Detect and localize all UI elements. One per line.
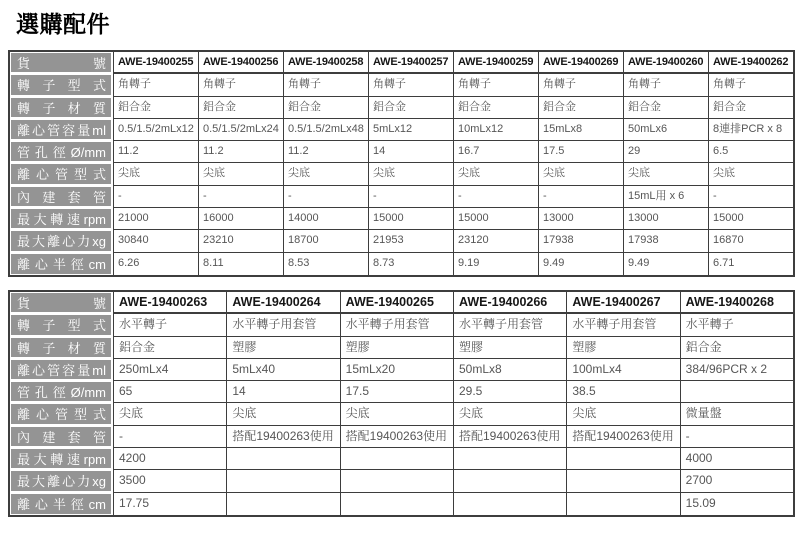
spec-cell: 8連排PCR x 8 xyxy=(708,119,793,141)
spec-cell: 23120 xyxy=(453,230,538,252)
row-label: 轉子型式 xyxy=(10,314,113,336)
spec-cell xyxy=(226,448,339,470)
spec-cell: 16870 xyxy=(708,230,793,252)
spec-cell: 9.19 xyxy=(453,253,538,275)
spec-cell: 鋁合金 xyxy=(538,97,623,119)
spec-cell: 15000 xyxy=(708,208,793,230)
spec-cell: 14000 xyxy=(283,208,368,230)
spec-cell: 29 xyxy=(623,141,708,163)
spec-cell: - xyxy=(680,426,793,448)
spec-cell: 8.11 xyxy=(198,253,283,275)
spec-cell xyxy=(340,470,453,492)
row-label: 離心半徑cm xyxy=(10,493,113,515)
spec-cell: 鋁合金 xyxy=(113,97,198,119)
spec-cell xyxy=(226,470,339,492)
spec-cell: 11.2 xyxy=(283,141,368,163)
row-label: 離心半徑cm xyxy=(10,253,113,275)
spec-cell: 17938 xyxy=(623,230,708,252)
spec-cell: 17.5 xyxy=(340,381,453,403)
row-label: 最大轉速rpm xyxy=(10,208,113,230)
spec-cell: 尖底 xyxy=(283,163,368,185)
spec-cell: 角轉子 xyxy=(368,74,453,96)
spec-cell: - xyxy=(538,186,623,208)
spec-cell: 尖底 xyxy=(113,403,226,425)
spec-cell: 角轉子 xyxy=(198,74,283,96)
spec-cell: 0.5/1.5/2mLx24 xyxy=(198,119,283,141)
spec-cell: 3500 xyxy=(113,470,226,492)
spec-cell xyxy=(566,470,679,492)
product-code: AWE-19400257 xyxy=(368,52,453,74)
row-label: 轉子型式 xyxy=(10,74,113,96)
product-code: AWE-19400255 xyxy=(113,52,198,74)
spec-cell: 17.5 xyxy=(538,141,623,163)
spec-cell: 角轉子 xyxy=(283,74,368,96)
spec-cell: 水平轉子用套管 xyxy=(340,314,453,336)
spec-cell: 50mLx6 xyxy=(623,119,708,141)
spec-cell: 14 xyxy=(368,141,453,163)
spec-cell: 塑膠 xyxy=(453,337,566,359)
spec-cell xyxy=(680,381,793,403)
row-label: 管孔徑Ø/mm xyxy=(10,141,113,163)
spec-cell: 15mLx8 xyxy=(538,119,623,141)
spec-cell: 尖底 xyxy=(113,163,198,185)
spec-cell: 18700 xyxy=(283,230,368,252)
spec-cell: 鋁合金 xyxy=(623,97,708,119)
row-label: 轉子材質 xyxy=(10,97,113,119)
spec-cell: 9.49 xyxy=(623,253,708,275)
spec-cell: - xyxy=(708,186,793,208)
row-label: 離心管型式 xyxy=(10,163,113,185)
spec-cell: 搭配19400263使用 xyxy=(453,426,566,448)
spec-cell: - xyxy=(113,186,198,208)
row-label: 貨號 xyxy=(10,292,113,314)
spec-cell: 尖底 xyxy=(198,163,283,185)
spec-cell: 角轉子 xyxy=(538,74,623,96)
product-code: AWE-19400269 xyxy=(538,52,623,74)
spec-cell: - xyxy=(453,186,538,208)
spec-cell: 23210 xyxy=(198,230,283,252)
spec-cell: 鋁合金 xyxy=(368,97,453,119)
spec-cell: 尖底 xyxy=(538,163,623,185)
page-title: 選購配件 xyxy=(16,11,110,37)
spec-cell: 30840 xyxy=(113,230,198,252)
row-label: 轉子材質 xyxy=(10,337,113,359)
spec-cell: 水平轉子用套管 xyxy=(226,314,339,336)
spec-cell: 11.2 xyxy=(198,141,283,163)
spec-cell xyxy=(566,493,679,515)
spec-cell: 15000 xyxy=(453,208,538,230)
spec-cell: 21953 xyxy=(368,230,453,252)
spec-cell: 搭配19400263使用 xyxy=(566,426,679,448)
row-label: 內建套管 xyxy=(10,186,113,208)
spec-cell: 6.71 xyxy=(708,253,793,275)
product-code: AWE-19400266 xyxy=(453,292,566,314)
spec-cell: 13000 xyxy=(538,208,623,230)
spec-cell: 65 xyxy=(113,381,226,403)
spec-cell: 水平轉子 xyxy=(680,314,793,336)
row-label: 最大離心力xg xyxy=(10,230,113,252)
spec-cell: 16.7 xyxy=(453,141,538,163)
spec-cell: 8.53 xyxy=(283,253,368,275)
product-code: AWE-19400259 xyxy=(453,52,538,74)
row-label: 貨號 xyxy=(10,52,113,74)
spec-cell xyxy=(340,448,453,470)
spec-cell: 塑膠 xyxy=(226,337,339,359)
spec-cell: 15.09 xyxy=(680,493,793,515)
spec-cell: 搭配19400263使用 xyxy=(340,426,453,448)
spec-cell: 100mLx4 xyxy=(566,359,679,381)
spec-cell: 鋁合金 xyxy=(708,97,793,119)
spec-cell: 6.26 xyxy=(113,253,198,275)
spec-cell: 0.5/1.5/2mLx12 xyxy=(113,119,198,141)
spec-cell: 9.49 xyxy=(538,253,623,275)
spec-cell: 塑膠 xyxy=(340,337,453,359)
spec-cell: 尖底 xyxy=(566,403,679,425)
spec-cell: 4000 xyxy=(680,448,793,470)
spec-cell: 鋁合金 xyxy=(198,97,283,119)
spec-cell: 15mLx20 xyxy=(340,359,453,381)
spec-cell: 尖底 xyxy=(226,403,339,425)
spec-cell xyxy=(453,448,566,470)
product-code: AWE-19400263 xyxy=(113,292,226,314)
product-code: AWE-19400265 xyxy=(340,292,453,314)
spec-cell: 17.75 xyxy=(113,493,226,515)
spec-cell: 11.2 xyxy=(113,141,198,163)
spec-cell: 5mLx40 xyxy=(226,359,339,381)
product-code: AWE-19400268 xyxy=(680,292,793,314)
spec-cell: 29.5 xyxy=(453,381,566,403)
product-code: AWE-19400256 xyxy=(198,52,283,74)
spec-cell: 5mLx12 xyxy=(368,119,453,141)
spec-cell: 17938 xyxy=(538,230,623,252)
spec-cell: 10mLx12 xyxy=(453,119,538,141)
row-label: 離心管容量ml xyxy=(10,359,113,381)
spec-cell: 角轉子 xyxy=(453,74,538,96)
spec-cell: 尖底 xyxy=(708,163,793,185)
spec-cell: 鋁合金 xyxy=(453,97,538,119)
spec-cell: 21000 xyxy=(113,208,198,230)
product-code: AWE-19400264 xyxy=(226,292,339,314)
spec-cell: 38.5 xyxy=(566,381,679,403)
spec-cell: 塑膠 xyxy=(566,337,679,359)
spec-cell: 15000 xyxy=(368,208,453,230)
spec-cell xyxy=(566,448,679,470)
spec-cell: 6.5 xyxy=(708,141,793,163)
spec-cell: 角轉子 xyxy=(623,74,708,96)
spec-cell: 鋁合金 xyxy=(680,337,793,359)
spec-cell xyxy=(453,493,566,515)
spec-cell: 50mLx8 xyxy=(453,359,566,381)
spec-cell: 鋁合金 xyxy=(283,97,368,119)
spec-cell: 水平轉子 xyxy=(113,314,226,336)
accessories-table-angle-rotors xyxy=(8,50,795,277)
spec-cell: 250mLx4 xyxy=(113,359,226,381)
spec-cell: 尖底 xyxy=(453,403,566,425)
spec-cell: 4200 xyxy=(113,448,226,470)
row-label: 最大轉速rpm xyxy=(10,448,113,470)
product-code: AWE-19400260 xyxy=(623,52,708,74)
spec-cell xyxy=(340,493,453,515)
spec-cell: 14 xyxy=(226,381,339,403)
spec-cell: 角轉子 xyxy=(113,74,198,96)
spec-cell: 尖底 xyxy=(623,163,708,185)
spec-cell: 角轉子 xyxy=(708,74,793,96)
row-label: 離心管型式 xyxy=(10,403,113,425)
spec-cell: 水平轉子用套管 xyxy=(453,314,566,336)
spec-cell: 微量盤 xyxy=(680,403,793,425)
spec-cell: - xyxy=(113,426,226,448)
spec-cell: - xyxy=(368,186,453,208)
spec-cell: - xyxy=(283,186,368,208)
row-label: 內建套管 xyxy=(10,426,113,448)
spec-cell: 搭配19400263使用 xyxy=(226,426,339,448)
row-label: 最大離心力xg xyxy=(10,470,113,492)
product-code: AWE-19400267 xyxy=(566,292,679,314)
spec-cell: 384/96PCR x 2 xyxy=(680,359,793,381)
row-label: 管孔徑Ø/mm xyxy=(10,381,113,403)
spec-cell: 水平轉子用套管 xyxy=(566,314,679,336)
accessories-table-swing-rotors xyxy=(8,290,795,517)
product-code: AWE-19400258 xyxy=(283,52,368,74)
spec-cell: 8.73 xyxy=(368,253,453,275)
spec-cell: 13000 xyxy=(623,208,708,230)
spec-cell: - xyxy=(198,186,283,208)
row-label: 離心管容量ml xyxy=(10,119,113,141)
spec-cell: 鋁合金 xyxy=(113,337,226,359)
spec-cell: 尖底 xyxy=(340,403,453,425)
spec-cell xyxy=(226,493,339,515)
product-code: AWE-19400262 xyxy=(708,52,793,74)
spec-cell: 尖底 xyxy=(453,163,538,185)
spec-cell: 15mL用 x 6 xyxy=(623,186,708,208)
spec-cell: 16000 xyxy=(198,208,283,230)
spec-cell: 尖底 xyxy=(368,163,453,185)
spec-cell: 0.5/1.5/2mLx48 xyxy=(283,119,368,141)
spec-cell xyxy=(453,470,566,492)
spec-cell: 2700 xyxy=(680,470,793,492)
